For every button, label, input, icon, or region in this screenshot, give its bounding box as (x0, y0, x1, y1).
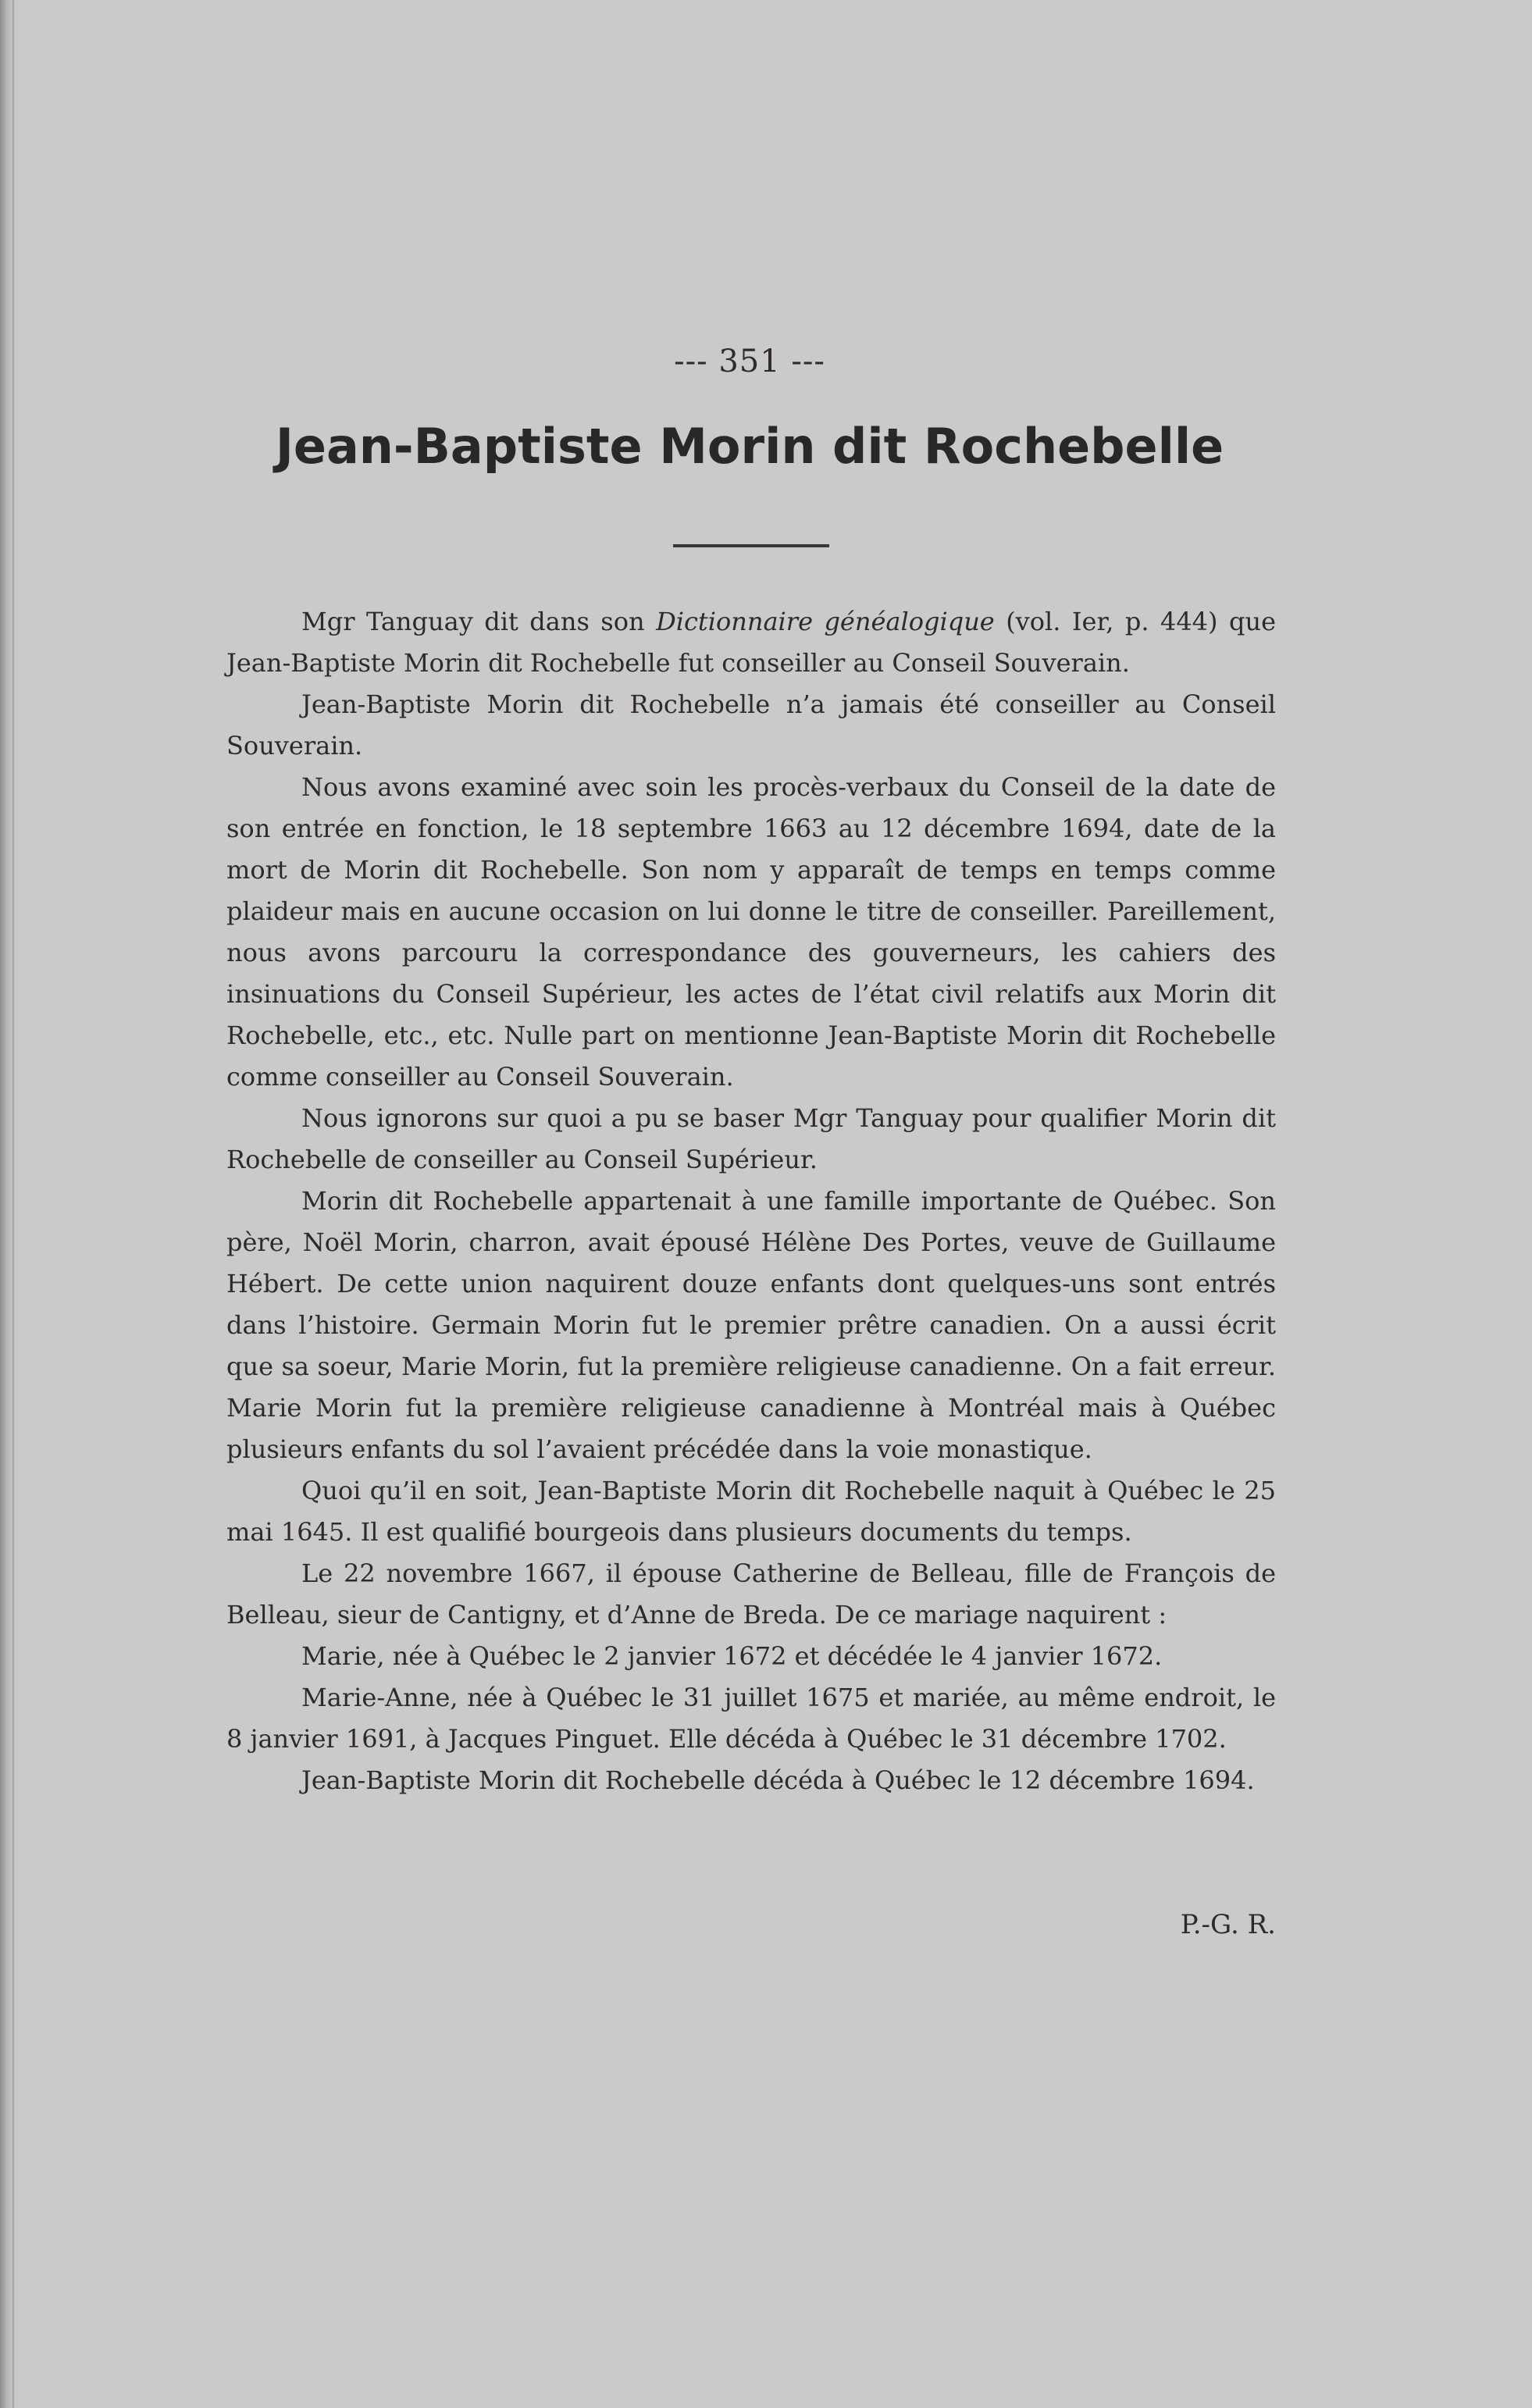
paragraph-7: Le 22 novembre 1667, il épouse Catherine de Belleau, fille de François de Belleau, sieur de Cantigny, et d’Anne de Breda. De ce mariage naquirent : (226, 1558, 1276, 1630)
paragraph-1-book-title: Dictionnaire généalogique (656, 607, 995, 636)
author-signature: P.-G. R. (1180, 1909, 1276, 1940)
paragraph-4: Nous ignorons sur quoi a pu se baser Mgr Tanguay pour qualifier Morin dit Rochebelle de conseiller au Conseil Supérieur. (226, 1103, 1276, 1174)
paragraph-3: Nous avons examiné avec soin les procès-verbaux du Conseil de la date de son entrée en fonction, le 18 septembre 1663 au 12 décembre 1694, date de la mort de Morin dit Rochebelle. Son nom y apparaît de temps en temps comme plaideur mais en aucune occasion on lui donne le titre de conseiller. Pareillement, nous avons parcouru la correspondance des gouverneurs, les cahiers des insinuations du Conseil Supérieur, les actes de l’état civil relatifs aux Morin dit Rochebelle, etc., etc. Nulle part on mentionne Jean-Baptiste Morin dit Rochebelle comme conseiller au Conseil Souverain. (226, 772, 1276, 1092)
paragraph-1-rest: (vol. Ier, p. 444) que Jean-Baptiste Morin dit Rochebelle fut conseiller au Conseil Souverain. (226, 607, 1277, 678)
page-number: --- 351 --- (674, 344, 825, 379)
paragraph-1 (226, 601, 1276, 684)
paragraph-5: Morin dit Rochebelle appartenait à une famille importante de Québec. Son père, Noël Morin, charron, avait épousé Hélène Des Portes, veuve de Guillaume Hébert. De cette union naquirent douze enfants dont quelques-uns sont entrés dans l’histoire. Germain Morin fut le premier prêtre canadien. On a aussi écrit que sa soeur, Marie Morin, fut la première religieuse canadienne. On a fait erreur. Marie Morin fut la première religieuse canadienne à Montréal mais à Québec plusieurs enfants du sol l’avaient précédée dans la voie monastique. (226, 1186, 1276, 1464)
article-title: Jean-Baptiste Morin dit Rochebelle (275, 418, 1224, 475)
paragraph-8: Marie, née à Québec le 2 janvier 1672 et décédée le 4 janvier 1672. (301, 1641, 1163, 1671)
paragraph-1-lead: Mgr Tanguay dit dans son (301, 607, 657, 636)
paragraph-10: Jean-Baptiste Morin dit Rochebelle décéda à Québec le 12 décembre 1694. (301, 1765, 1255, 1795)
paragraph-6: Quoi qu’il en soit, Jean-Baptiste Morin dit Rochebelle naquit à Québec le 25 mai 1645. Il est qualifié bourgeois dans plusieurs documents du temps. (226, 1476, 1276, 1547)
title-divider (673, 544, 829, 547)
article-body (226, 601, 1276, 1801)
paragraph-2: Jean-Baptiste Morin dit Rochebelle n’a jamais été conseiller au Conseil Souverain. (226, 689, 1276, 761)
paragraph-9: Marie-Anne, née à Québec le 31 juillet 1675 et mariée, au même endroit, le 8 janvier 1691, à Jacques Pinguet. Elle décéda à Québec le 31 décembre 1702. (226, 1683, 1276, 1754)
